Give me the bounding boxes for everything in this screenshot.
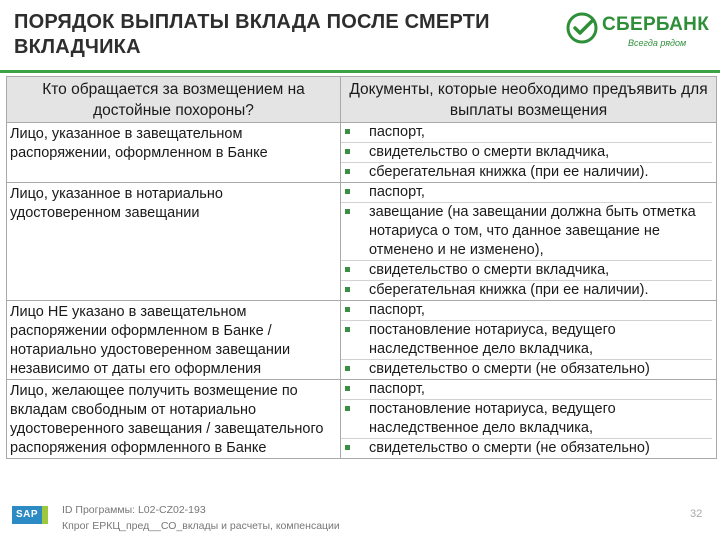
document-item: постановление нотариуса, ведущего наследственное дело вкладчика, [341,400,712,439]
applicant-cell: Лицо, указанное в завещательном распоряжении, оформленном в Банке [10,126,268,161]
applicant-cell: Лицо, указанное в нотариально удостоверенном завещании [10,186,223,221]
slide-footer [0,496,720,540]
applicant-cell: Лицо, желающее получить возмещение по вкладам свободным от нотариально удостоверенного завещания / завещательного распоряжения оформленного в Банке [10,383,324,456]
sap-logo-ribbon [42,506,48,524]
slide-header [0,0,720,75]
header-divider [0,70,720,73]
table-row [7,123,717,183]
document-item: завещание (на завещании должна быть отметка нотариуса о том, что данное завещание не отменено и не изменено), [341,203,712,261]
table-header-row [7,77,717,123]
brand-slogan: Всегда рядом [628,38,687,48]
table-row [7,301,717,380]
brand-name: СБЕРБАНК [602,14,710,35]
document-item: сберегательная книжка (при ее наличии). [341,281,712,300]
documents-list [341,183,716,300]
documents-list [341,380,716,458]
sberbank-leaf-icon [566,12,598,44]
document-item: постановление нотариуса, ведущего наследственное дело вкладчика, [341,321,712,360]
table-row [7,183,717,301]
document-item: паспорт, [341,183,712,203]
document-item: сберегательная книжка (при ее наличии). [341,163,712,182]
sberbank-logo [566,12,716,54]
document-item: свидетельство о смерти вкладчика, [341,261,712,281]
document-item: паспорт, [341,301,712,321]
document-item: паспорт, [341,380,712,400]
page-number: 32 [690,508,703,520]
document-item: паспорт, [341,123,712,143]
column-header-documents: Документы, которые необходимо предъявить для выплаты возмещения [341,77,717,123]
applicant-cell: Лицо НЕ указано в завещательном распоряжении оформленном в Банке /нотариально удостоверенном завещании независимо от даты его оформления [10,304,291,377]
program-name: Кпрог ЕРКЦ_пред__СО_вклады и расчеты, компенсации [62,520,340,532]
sap-logo: SAP [12,506,42,524]
document-item: свидетельство о смерти (не обязательно) [341,360,712,379]
document-item: свидетельство о смерти вкладчика, [341,143,712,163]
table-row [7,380,717,459]
program-id: ID Программы: L02-CZ02-193 [62,504,206,516]
documents-list [341,123,716,182]
payout-table [6,76,717,459]
column-header-who: Кто обращается за возмещением на достойные похороны? [7,77,341,123]
page-title: ПОРЯДОК ВЫПЛАТЫ ВКЛАДА ПОСЛЕ СМЕРТИ ВКЛАДЧИКА [14,11,490,58]
documents-list [341,301,716,379]
document-item: свидетельство о смерти (не обязательно) [341,439,712,458]
